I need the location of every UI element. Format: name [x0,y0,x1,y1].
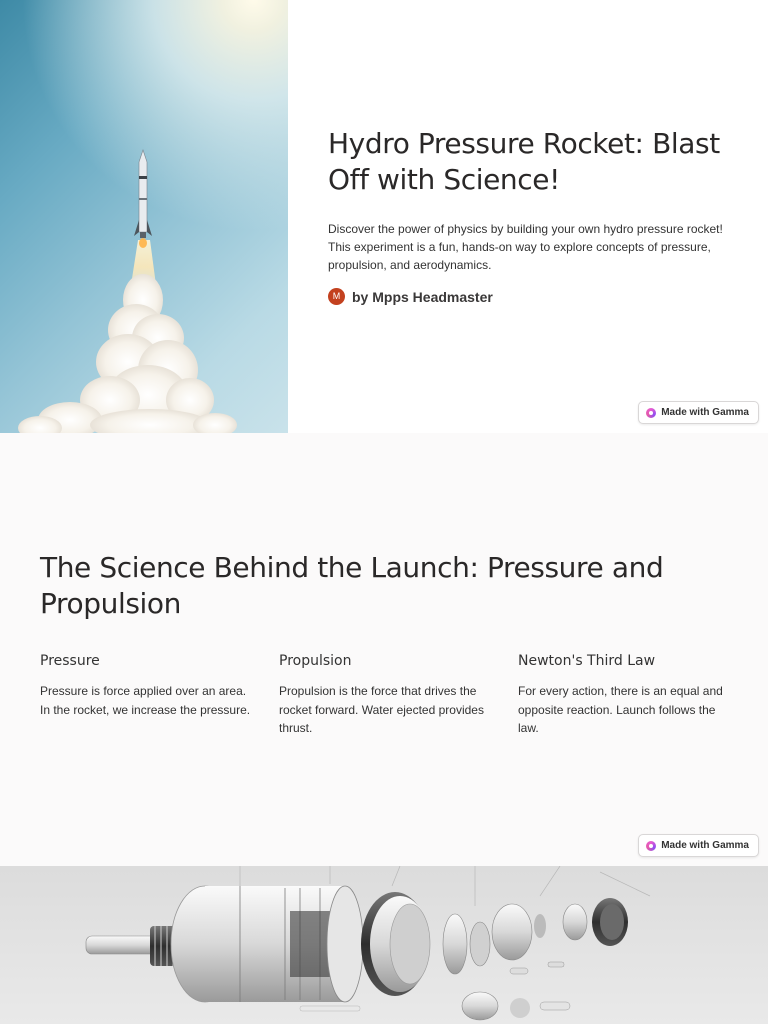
title-slide [0,0,768,433]
author-byline [328,288,728,305]
avatar: M [328,288,345,305]
column-heading: Propulsion [279,653,352,669]
gamma-logo-icon [646,841,656,851]
newtons-law-column [518,652,733,738]
rocket-illustration [0,0,288,433]
engine-parts-illustration [0,866,768,1024]
pressure-column [40,652,255,719]
gamma-logo-icon [646,408,656,418]
badge-label: Made with Gamma [661,407,749,418]
section-title: The Science Behind the Launch: Pressure and Propulsion [40,551,664,620]
column-text: Pressure is force applied over an area. In the rocket, we increase the pressure. [40,684,251,717]
science-slide [0,433,768,866]
column-heading: Newton's Third Law [518,653,656,669]
column-text: Propulsion is the force that drives the rocket forward. Water ejected provides thrust. [279,684,484,735]
propulsion-column [279,652,494,738]
made-with-gamma-button[interactable] [638,834,759,857]
rocket-launch-image [0,0,288,433]
page-title: Hydro Pressure Rocket: Blast Off with Science! [328,127,720,196]
author-name: by Mpps Headmaster [352,288,493,305]
title-content [328,126,728,305]
intro-paragraph: Discover the power of physics by building your own hydro pressure rocket! This experiment is a fun, hands-on way to explore concepts of pressure, propulsion, and aerodynamics. [328,222,723,272]
exploded-engine-image [0,866,768,1024]
made-with-gamma-button[interactable] [638,401,759,424]
column-text: For every action, there is an equal and opposite reaction. Launch follows the law. [518,684,723,735]
column-heading: Pressure [40,653,100,669]
badge-label: Made with Gamma [661,840,749,851]
